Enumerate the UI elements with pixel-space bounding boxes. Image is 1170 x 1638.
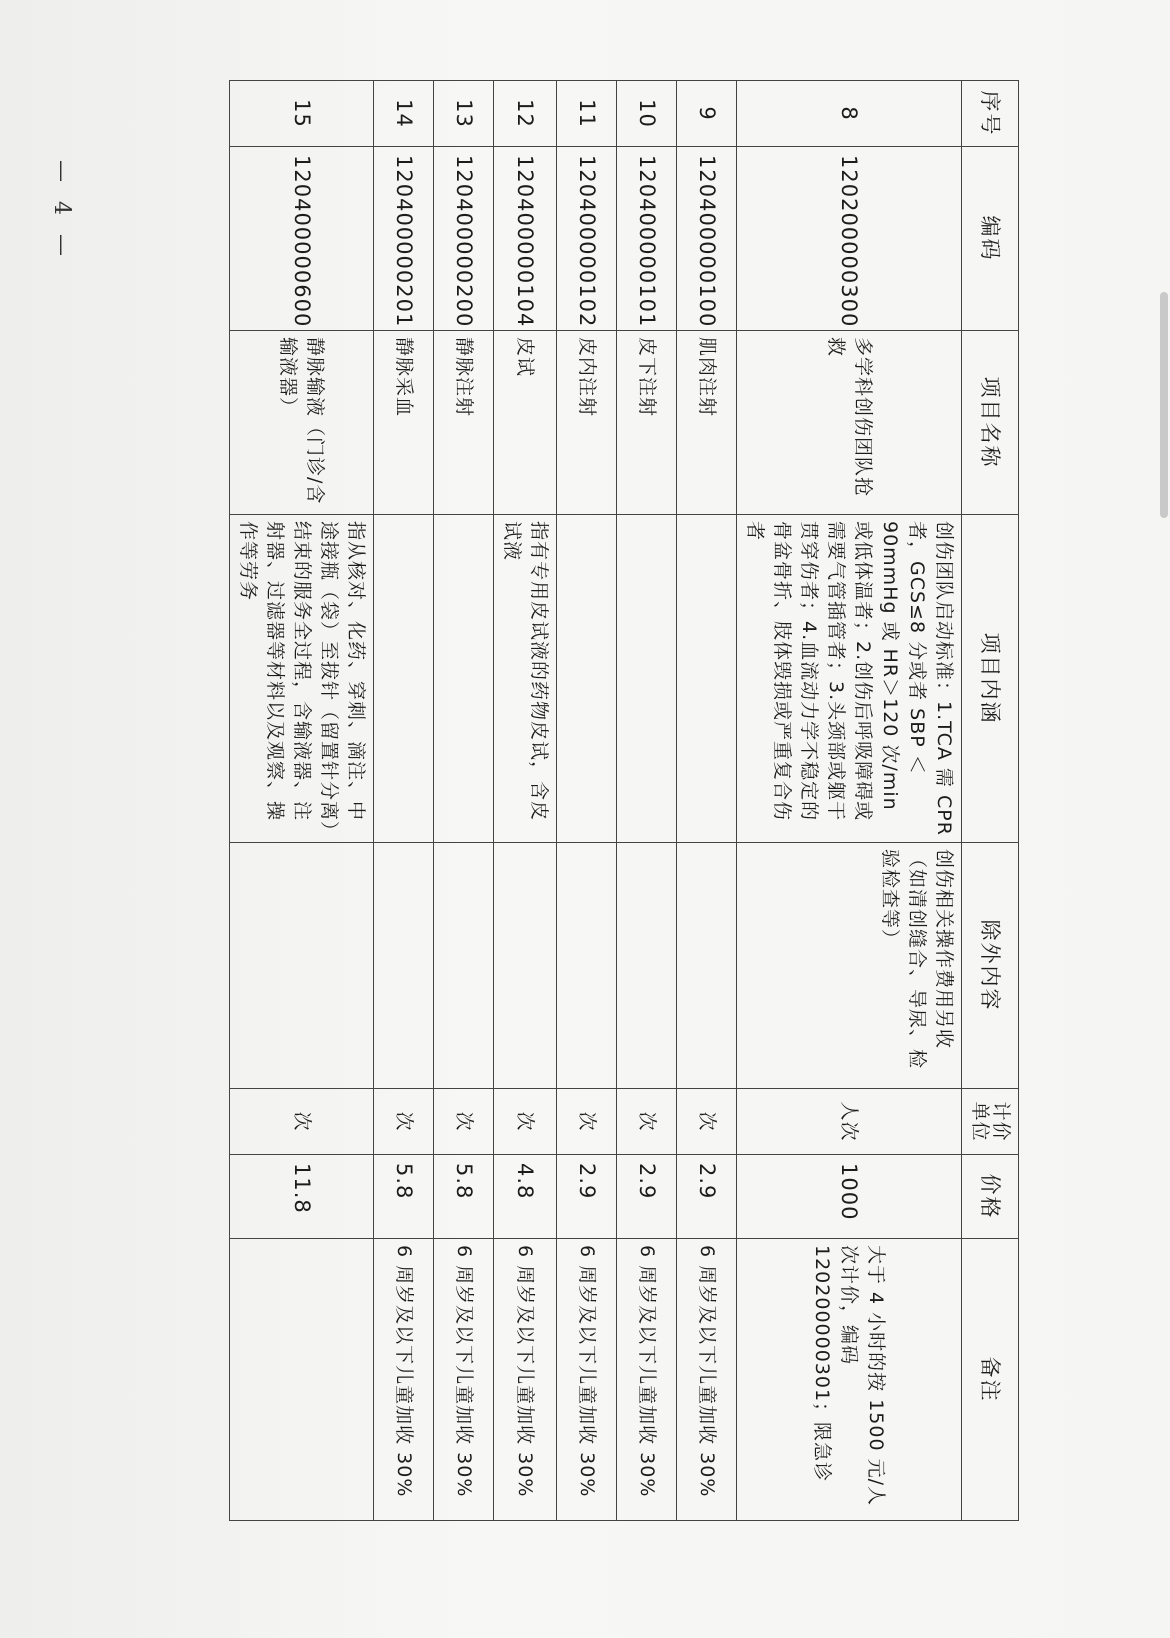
cell-name: 静脉采血 [374,331,434,515]
cell-note: 6 周岁及以下儿童加收 30% [557,1239,617,1521]
header-name: 项目名称 [962,331,1019,515]
cell-content: 指有专用皮试液的药物皮试，含皮试液 [494,515,557,843]
cell-unit: 次 [677,1089,737,1155]
cell-unit: 次 [230,1089,374,1155]
header-code: 编码 [962,147,1019,331]
table-row [617,81,677,1521]
cell-excluded [677,843,737,1089]
cell-content [557,515,617,843]
cell-name: 静脉输液（门诊/含输液器） [230,331,374,515]
cell-price: 2.9 [617,1155,677,1239]
cell-price: 4.8 [494,1155,557,1239]
cell-note: 大于 4 小时的按 1500 元/人次计价，编码 120200000301；限急诊 [737,1239,962,1521]
header-content: 项目内涵 [962,515,1019,843]
cell-price: 5.8 [434,1155,494,1239]
cell-code: 120400000201 [374,147,434,331]
cell-seq: 10 [617,81,677,147]
cell-seq: 9 [677,81,737,147]
rotated-table-container [229,80,1019,1520]
table-row [494,81,557,1521]
cell-seq: 12 [494,81,557,147]
cell-unit: 次 [374,1089,434,1155]
cell-excluded [494,843,557,1089]
cell-excluded [434,843,494,1089]
table-header-row [962,81,1019,1521]
cell-code: 120400000100 [677,147,737,331]
cell-note: 6 周岁及以下儿童加收 30% [494,1239,557,1521]
cell-code: 120400000104 [494,147,557,331]
cell-code: 120200000300 [737,147,962,331]
header-note: 备注 [962,1239,1019,1521]
cell-content [677,515,737,843]
header-price: 价格 [962,1155,1019,1239]
cell-seq: 14 [374,81,434,147]
cell-seq: 15 [230,81,374,147]
cell-name: 多学科创伤团队抢救 [737,331,962,515]
vertical-scrollbar[interactable] [1160,292,1168,518]
cell-note: 6 周岁及以下儿童加收 30% [677,1239,737,1521]
cell-unit: 次 [617,1089,677,1155]
cell-content [374,515,434,843]
cell-unit: 人次 [737,1089,962,1155]
cell-excluded: 创伤相关操作费用另收（如清创缝合、导尿、检验检查等） [737,843,962,1089]
table-row [557,81,617,1521]
cell-excluded [557,843,617,1089]
cell-price: 5.8 [374,1155,434,1239]
cell-content [617,515,677,843]
table-row [374,81,434,1521]
cell-note: 6 周岁及以下儿童加收 30% [617,1239,677,1521]
cell-content: 创伤团队启动标准：1.TCA 需 CPR 者，GCS≤8 分或者 SBP ＜90mmHg 或 HR＞120 次/min 或低体温者；2.创伤后呼吸障碍或需要气管插管者；3.头颈部或躯干贯穿伤者；4.血流动力学不稳定的骨盆骨折、肢体毁损或严重复合伤者 [737,515,962,843]
cell-name: 静脉注射 [434,331,494,515]
cell-unit: 次 [557,1089,617,1155]
table-row [434,81,494,1521]
cell-seq: 11 [557,81,617,147]
cell-unit: 次 [494,1089,557,1155]
page-number: — 4 — [49,160,74,262]
header-excluded: 除外内容 [962,843,1019,1089]
cell-note [230,1239,374,1521]
cell-price: 2.9 [677,1155,737,1239]
cell-price: 2.9 [557,1155,617,1239]
cell-code: 120400000600 [230,147,374,331]
cell-content: 指从核对、化药、穿刺、滴注、中途接瓶（袋）至拔针（留置针分离）结束的服务全过程，含输液器、注射器、过滤器等材料以及观察、操作等劳务 [230,515,374,843]
cell-code: 120400000102 [557,147,617,331]
cell-seq: 8 [737,81,962,147]
cell-name: 皮试 [494,331,557,515]
table-row [230,81,374,1521]
table-row [677,81,737,1521]
cell-name: 肌肉注射 [677,331,737,515]
table-row [737,81,962,1521]
cell-price: 11.8 [230,1155,374,1239]
cell-excluded [617,843,677,1089]
cell-code: 120400000101 [617,147,677,331]
cell-name: 皮内注射 [557,331,617,515]
cell-excluded [374,843,434,1089]
cell-unit: 次 [434,1089,494,1155]
header-seq: 序号 [962,81,1019,147]
cell-name: 皮下注射 [617,331,677,515]
cell-price: 1000 [737,1155,962,1239]
cell-code: 120400000200 [434,147,494,331]
cell-note: 6 周岁及以下儿童加收 30% [374,1239,434,1521]
header-unit: 计价单位 [962,1089,1019,1155]
cell-note: 6 周岁及以下儿童加收 30% [434,1239,494,1521]
fee-table [229,80,1019,1521]
cell-content [434,515,494,843]
cell-excluded [230,843,374,1089]
cell-seq: 13 [434,81,494,147]
